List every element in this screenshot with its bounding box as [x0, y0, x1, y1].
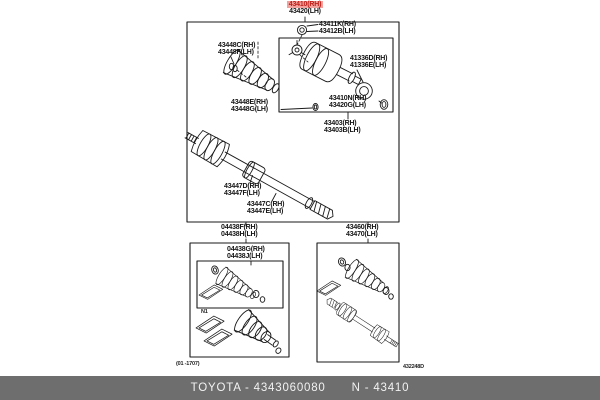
part-number-rh: 04438F(RH)	[221, 224, 258, 231]
figure-code: 432248D	[403, 364, 424, 370]
footer-catalog-code: TOYOTA - 4343060080	[190, 382, 326, 394]
part-number-rh: 43447C(RH)	[247, 201, 285, 208]
callout-damper[interactable]	[224, 183, 261, 197]
part-number-rh	[270, 1, 340, 8]
axle-shaft-assembly-drawing	[323, 294, 401, 352]
part-number-rh: 04438G(RH)	[227, 246, 265, 253]
boot-kit-contents-drawing	[196, 265, 290, 359]
part-number-lh: 43448F(LH)	[218, 49, 254, 57]
kit-outboard-boot-drawing	[232, 308, 290, 360]
callout-shaft[interactable]	[247, 201, 284, 215]
part-number-rh: 43448E(RH)	[231, 99, 268, 106]
part-number-rh: 43460(RH)	[346, 224, 379, 231]
shaft-clip-ring-drawing	[297, 25, 306, 34]
callout-snap-ring[interactable]	[329, 95, 366, 109]
snap-ring-drawing	[380, 100, 388, 110]
part-number-rh: 43410N(RH)	[329, 95, 367, 102]
part-number-lh: 43448G(LH)	[231, 106, 268, 114]
part-number-lh: 04438H(LH)	[221, 231, 258, 239]
callout-boot-kit-front[interactable]	[221, 224, 258, 238]
callout-bearing[interactable]	[350, 55, 387, 69]
footer-part-ref: N - 43410	[351, 382, 410, 394]
grease-note: N1	[201, 309, 208, 315]
kit-clamp-ring-icon	[383, 288, 389, 295]
part-number-rh: 43411K(RH)	[319, 21, 356, 28]
kit-ring-drawing	[211, 265, 220, 275]
selected-part-highlight: 43410(RH)	[288, 1, 322, 8]
grease-pack-drawing	[199, 285, 223, 299]
tripod-spider-drawing	[289, 41, 305, 56]
kit-clamp-ring-icon	[260, 297, 265, 303]
part-number-lh: 43403B(LH)	[324, 127, 361, 135]
callout-main-selected-part[interactable]	[270, 1, 340, 15]
boot-kit-inner-box	[197, 261, 283, 308]
callout-boot-kit-inner[interactable]	[227, 246, 265, 260]
callout-inboard-joint[interactable]	[324, 120, 361, 134]
diagram-frames	[187, 22, 399, 362]
part-number-rh: 41336D(RH)	[350, 55, 388, 62]
part-number-lh: 43420(LH)	[289, 8, 321, 16]
inboard-boot-clamp-drawing	[313, 103, 318, 110]
footer-bar	[0, 376, 600, 400]
kit-clamp-ring-icon	[389, 294, 394, 299]
part-number-lh: 41336E(LH)	[350, 62, 387, 70]
callout-outboard-clamp[interactable]	[218, 42, 255, 56]
part-number-rh: 43403(RH)	[324, 120, 357, 127]
grease-pack-drawing	[317, 281, 341, 295]
part-number-lh: 43447E(LH)	[247, 208, 284, 216]
callout-inboard-clamp[interactable]	[231, 99, 268, 113]
kit-inboard-boot-drawing	[214, 266, 260, 305]
part-number-rh: 43448C(RH)	[218, 42, 256, 49]
part-number-lh: 43420G(LH)	[329, 102, 366, 110]
part-number-lh: 04438J(LH)	[227, 253, 263, 261]
part-number-lh: 43447F(LH)	[224, 190, 260, 198]
axle-kit-contents-drawing	[317, 257, 401, 351]
part-number-lh: 43470(LH)	[346, 231, 378, 239]
kit-boot-drawing	[343, 258, 393, 301]
part-number-rh: 43447D(RH)	[224, 183, 262, 190]
callout-inner-clip[interactable]	[319, 21, 356, 35]
part-number-lh: 43412B(LH)	[319, 28, 356, 36]
date-code: (01 -1707)	[176, 361, 200, 367]
callout-shaft-assembly[interactable]	[346, 224, 378, 238]
